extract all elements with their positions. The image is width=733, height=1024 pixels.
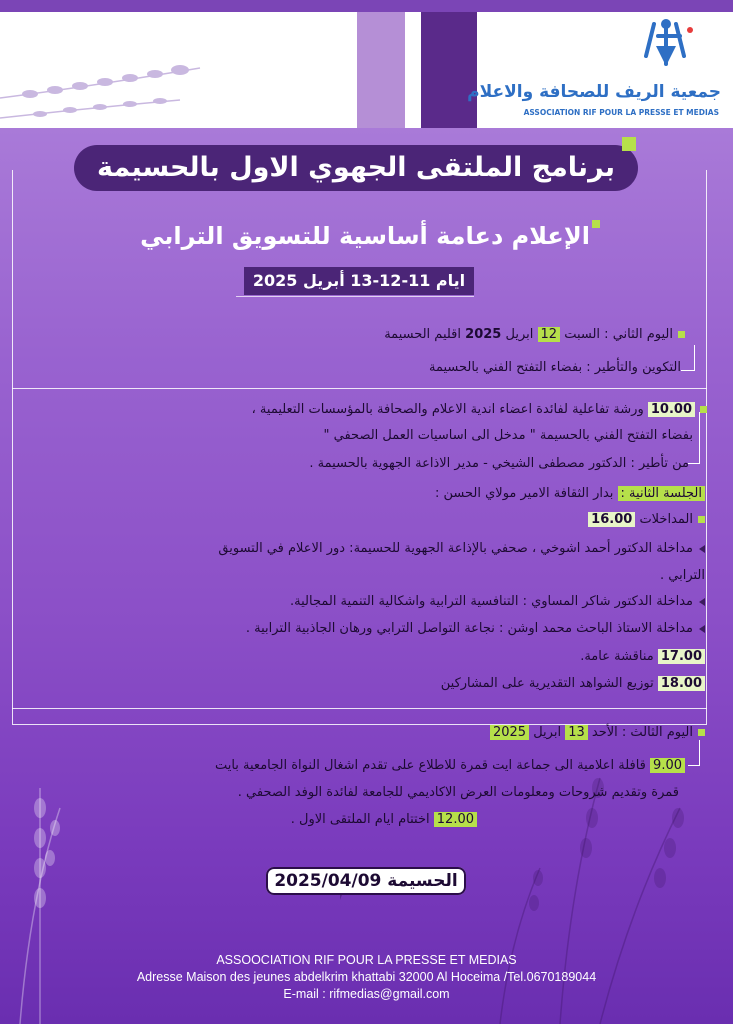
title-accent-square — [622, 137, 636, 151]
day3-day: 13 — [565, 725, 588, 740]
logo-arabic-name: جمعية الريف للصحافة والاعلام — [467, 82, 721, 102]
interventions-heading — [588, 512, 705, 527]
intervention-2 — [290, 594, 705, 609]
intervention-3-text: مداخلة الاستاذ الباحث محمد اوشن : نجاعة التواصل الترابي ورهان الجاذبية الترابية . — [245, 621, 693, 636]
day3-month: ابريل — [533, 725, 562, 740]
workshop-line-1 — [252, 402, 707, 417]
interventions-time: 16.00 — [588, 512, 635, 527]
day3-heading — [490, 725, 705, 740]
closing-text: اختتام ايام الملتقى الاول . — [290, 812, 430, 827]
caravan-line-1 — [215, 758, 685, 773]
day2-month: ابريل — [505, 327, 534, 342]
session2-label: الجلسة الثانية : — [618, 486, 705, 501]
dates-underline — [236, 296, 474, 297]
event-subtitle: الإعلام دعامة أساسية للتسويق الترابي — [140, 222, 590, 250]
day3-year: 2025 — [490, 725, 529, 740]
separator-2 — [12, 708, 707, 709]
intervention-1-text: مداخلة الدكتور أحمد اشوخي ، صحفي بالإذاعة الجهوية للحسيمة: دور الاعلام في التسويق — [218, 541, 693, 556]
content-frame — [12, 170, 707, 725]
caravan-text: قافلة اعلامية الى جماعة ايت قمرة للاطلاع على تقدم اشغال النواة الجامعية بايت — [214, 758, 646, 773]
intervention-1 — [218, 541, 705, 556]
caravan-time: 9.00 — [650, 758, 685, 773]
bullet-square — [698, 516, 705, 523]
workshop-bracket — [688, 412, 700, 464]
workshop-line-2: بفضاء التفتح الفني بالحسيمة " مدخل الى اساسيات العمل الصحفي " — [323, 428, 693, 443]
footer — [0, 952, 733, 1003]
separator-1 — [12, 388, 707, 389]
workshop-time: 10.00 — [648, 402, 695, 417]
subtitle-accent-square — [592, 220, 600, 228]
awards-line — [441, 676, 705, 691]
day2-bracket — [681, 345, 695, 371]
discussion-time: 17.00 — [658, 649, 705, 664]
dark-stripe — [421, 0, 477, 128]
triangle-bullet-icon — [699, 598, 705, 606]
top-bar — [0, 0, 733, 12]
top-stripes — [357, 0, 497, 128]
association-logo — [467, 12, 727, 120]
light-stripe — [357, 0, 405, 128]
intervention-1-cont: الترابي . — [660, 568, 705, 583]
day2-heading — [384, 327, 685, 342]
day2-location: اقليم الحسيمة — [384, 327, 462, 342]
workshop-line-3: من تأطير : الدكتور مصطفى الشيخي - مدير الاذاعة الجهوية بالحسيمة . — [309, 456, 689, 471]
session2-venue: بدار الثقافة الامير مولاي الحسن : — [435, 486, 614, 501]
footer-association: ASSOOCIATION RIF POUR LA PRESSE ET MEDIAS — [216, 953, 517, 967]
header — [0, 0, 733, 128]
day3-label: اليوم الثالث : الأحد — [591, 725, 693, 740]
discussion-text: مناقشة عامة. — [580, 649, 654, 664]
intervention-3 — [246, 621, 705, 636]
city-date-stamp: الحسيمة 2025/04/09 — [266, 867, 466, 895]
logo-mark-icon — [636, 16, 706, 76]
lavender-decoration — [0, 38, 220, 128]
triangle-bullet-icon — [699, 545, 705, 553]
bullet-square — [700, 406, 707, 413]
bullet-square — [698, 729, 705, 736]
program-title: برنامج الملتقى الجهوي الاول بالحسيمة — [74, 145, 638, 191]
day2-year: 2025 — [465, 327, 502, 342]
footer-address: Adresse Maison des jeunes abdelkrim khattabi 32000 Al Hoceima /Tel.0670189044 — [136, 970, 597, 984]
discussion-line — [580, 649, 705, 664]
day3-bracket — [688, 740, 700, 766]
intervention-2-text: مداخلة الدكتور شاكر المساوي : التنافسية الترابية واشكالية التنمية المجالية. — [290, 594, 693, 609]
awards-text: توزيع الشواهد التقديرية على المشاركين — [440, 676, 654, 691]
bullet-square — [678, 331, 685, 338]
closing-line — [291, 812, 477, 827]
event-dates: ايام 11-12-13 أبريل 2025 — [244, 267, 474, 295]
footer-email: E-mail : rifmedias@gmail.com — [283, 987, 450, 1001]
day2-training: التكوين والتأطير : بفضاء التفتح الفني بالحسيمة — [428, 360, 681, 375]
day2-label: اليوم الثاني : السبت — [564, 327, 673, 342]
interventions-label: المداخلات — [639, 512, 693, 527]
awards-time: 18.00 — [658, 676, 705, 691]
session2-line — [435, 486, 705, 501]
logo-french-name: ASSOCIATION RIF POUR LA PRESSE ET MEDIAS — [523, 108, 719, 117]
day2-day: 12 — [538, 327, 561, 342]
caravan-line-2: قمرة وتقديم شروحات ومعلومات العرض الاكاديمي للجامعة لفائدة الوفد الصحفي . — [237, 785, 679, 800]
closing-time: 12.00 — [434, 812, 477, 827]
triangle-bullet-icon — [699, 625, 705, 633]
workshop-text: ورشة تفاعلية لفائدة اعضاء اندية الاعلام والصحافة بالمؤسسات التعليمية ، — [251, 402, 644, 417]
